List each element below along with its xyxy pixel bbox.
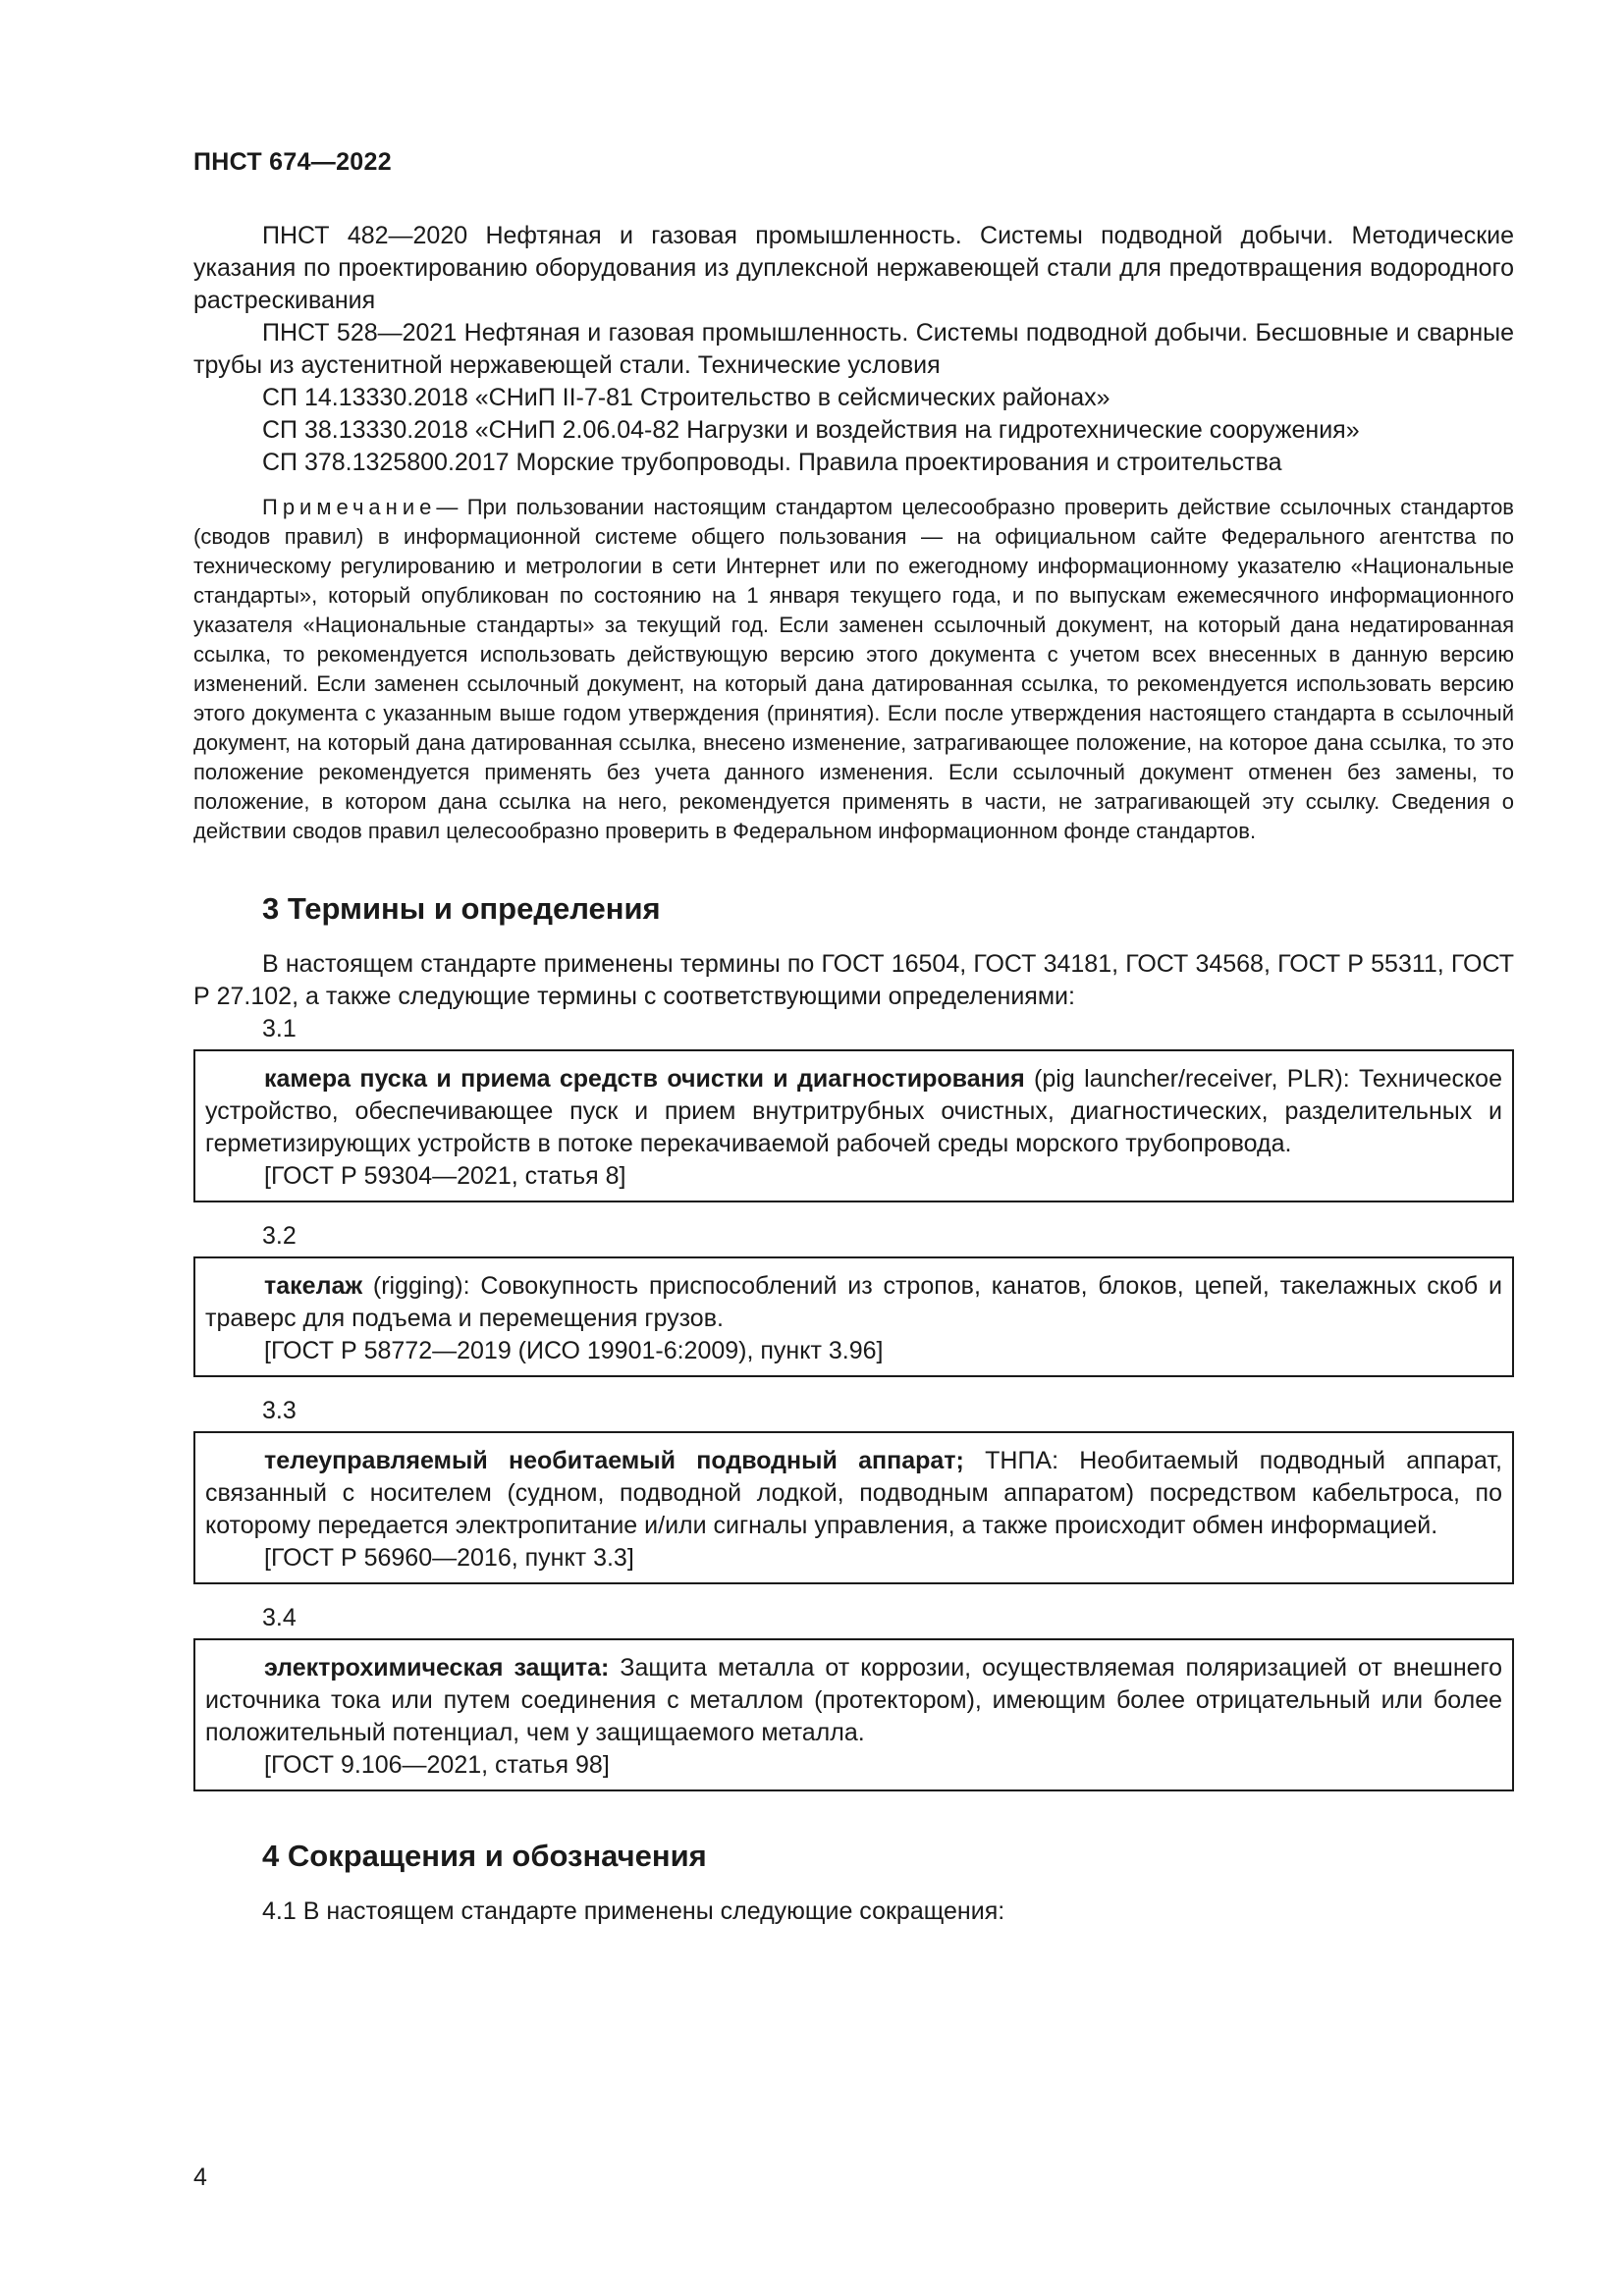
- term-box: [193, 1049, 1514, 1202]
- note-text: — При пользовании настоящим стандартом целесообразно проверить действие ссылочных стандартов (сводов правил) в информационной системе общего пользования — на официальном сайте Федерального агентства по техническому регулированию и метрологии в сети Интернет или по ежегодному информационному указателю «Национальные стандарты», который опубликован по состоянию на 1 января текущего года, и по выпускам ежемесячного информационного указателя «Национальные стандарты» за текущий год. Если заменен ссылочный документ, на который дана недатированная ссылка, то рекомендуется использовать действующую версию этого документа с учетом всех внесенных в данную версию изменений. Если заменен ссылочный документ, на который дана датированная ссылка, то рекомендуется использовать версию этого документа с указанным выше годом утверждения (принятия). Если после утверждения настоящего стандарта в ссылочный документ, на который дана датированная ссылка, внесено изменение, затрагивающее положение, на которое дана ссылка, то это положение рекомендуется применять без учета данного изменения. Если ссылочный документ отменен без замены, то положение, в котором дана ссылка на него, рекомендуется применять в части, не затрагивающей эту ссылку. Сведения о действии сводов правил целесообразно проверить в Федеральном информационном фонде стандартов.: [193, 495, 1514, 843]
- page-content: [193, 220, 1514, 1928]
- reference-item: ПНСТ 482—2020 Нефтяная и газовая промышленность. Системы подводной добычи. Методические указания по проектированию оборудования из дуплексной нержавеющей стали для предотвращения водородного растрескивания: [193, 222, 1514, 314]
- term-definition: [205, 1270, 1502, 1335]
- section-3-intro: В настоящем стандарте применены термины по ГОСТ 16504, ГОСТ 34181, ГОСТ 34568, ГОСТ Р 55311, ГОСТ Р 27.102, а также следующие термины с соответствующими определениями:: [193, 950, 1514, 1010]
- note-label: Примечание: [262, 495, 437, 519]
- term-definition-text: (pig launcher/receiver, PLR): Техническое устройство, обеспечивающее пуск и прием внутритрубных очистных, диагностических, разделительных и герметизирующих устройств в потоке перекачиваемой рабочей среды морского трубопровода.: [205, 1065, 1502, 1157]
- term-source: [ГОСТ Р 58772—2019 (ИСО 19901-6:2009), пункт 3.96]: [264, 1337, 884, 1364]
- term-number: 3.2: [262, 1222, 297, 1250]
- reference-item: СП 378.1325800.2017 Морские трубопроводы. Правила проектирования и строительства: [262, 449, 1282, 476]
- term-number: 3.1: [262, 1015, 297, 1042]
- term-box: [193, 1431, 1514, 1584]
- term-name: камера пуска и приема средств очистки и диагностирования: [264, 1065, 1025, 1093]
- page-number: 4: [193, 2163, 207, 2191]
- term-source: [ГОСТ 9.106—2021, статья 98]: [264, 1751, 610, 1779]
- reference-item: ПНСТ 528—2021 Нефтяная и газовая промышленность. Системы подводной добычи. Бесшовные и сварные трубы из аустенитной нержавеющей стали. Технические условия: [193, 319, 1514, 379]
- document-id-header: ПНСТ 674—2022: [193, 148, 392, 176]
- section-4-intro: 4.1 В настоящем стандарте применены следующие сокращения:: [262, 1897, 1005, 1925]
- reference-item: СП 38.13330.2018 «СНиП 2.06.04-82 Нагрузки и воздействия на гидротехнические сооружения»: [262, 416, 1360, 444]
- term-definition: [205, 1063, 1502, 1160]
- term-number: 3.4: [262, 1604, 297, 1631]
- term-source: [ГОСТ Р 59304—2021, статья 8]: [264, 1162, 626, 1190]
- note-paragraph: [193, 493, 1514, 846]
- term-definition-text: ТНПА: Необитаемый подводный аппарат, связанный с носителем (судном, подводной лодкой, подводным аппаратом) посредством кабельтроса, по которому передается электропитание и/или сигналы управления, а также происходит обмен информацией.: [205, 1447, 1502, 1539]
- reference-item: СП 14.13330.2018 «СНиП II-7-81 Строительство в сейсмических районах»: [262, 384, 1110, 411]
- term-name: телеуправляемый необитаемый подводный аппарат;: [264, 1447, 964, 1474]
- term-name: электрохимическая защита:: [264, 1654, 610, 1682]
- term-box: [193, 1256, 1514, 1377]
- term-name: такелаж: [264, 1272, 363, 1300]
- term-definition-text: (rigging): Совокупность приспособлений из стропов, канатов, блоков, цепей, такелажных скоб и траверс для подъема и перемещения грузов.: [205, 1272, 1502, 1332]
- section-3-title: 3 Термины и определения: [262, 891, 661, 926]
- term-number: 3.3: [262, 1397, 297, 1424]
- term-source: [ГОСТ Р 56960—2016, пункт 3.3]: [264, 1544, 634, 1572]
- term-box: [193, 1638, 1514, 1791]
- term-definition: [205, 1445, 1502, 1542]
- term-definition-text: Защита металла от коррозии, осуществляемая поляризацией от внешнего источника тока или путем соединения с металлом (протектором), имеющим более отрицательный или более положительный потенциал, чем у защищаемого металла.: [205, 1654, 1502, 1746]
- section-4-title: 4 Сокращения и обозначения: [262, 1839, 707, 1873]
- term-definition: [205, 1652, 1502, 1749]
